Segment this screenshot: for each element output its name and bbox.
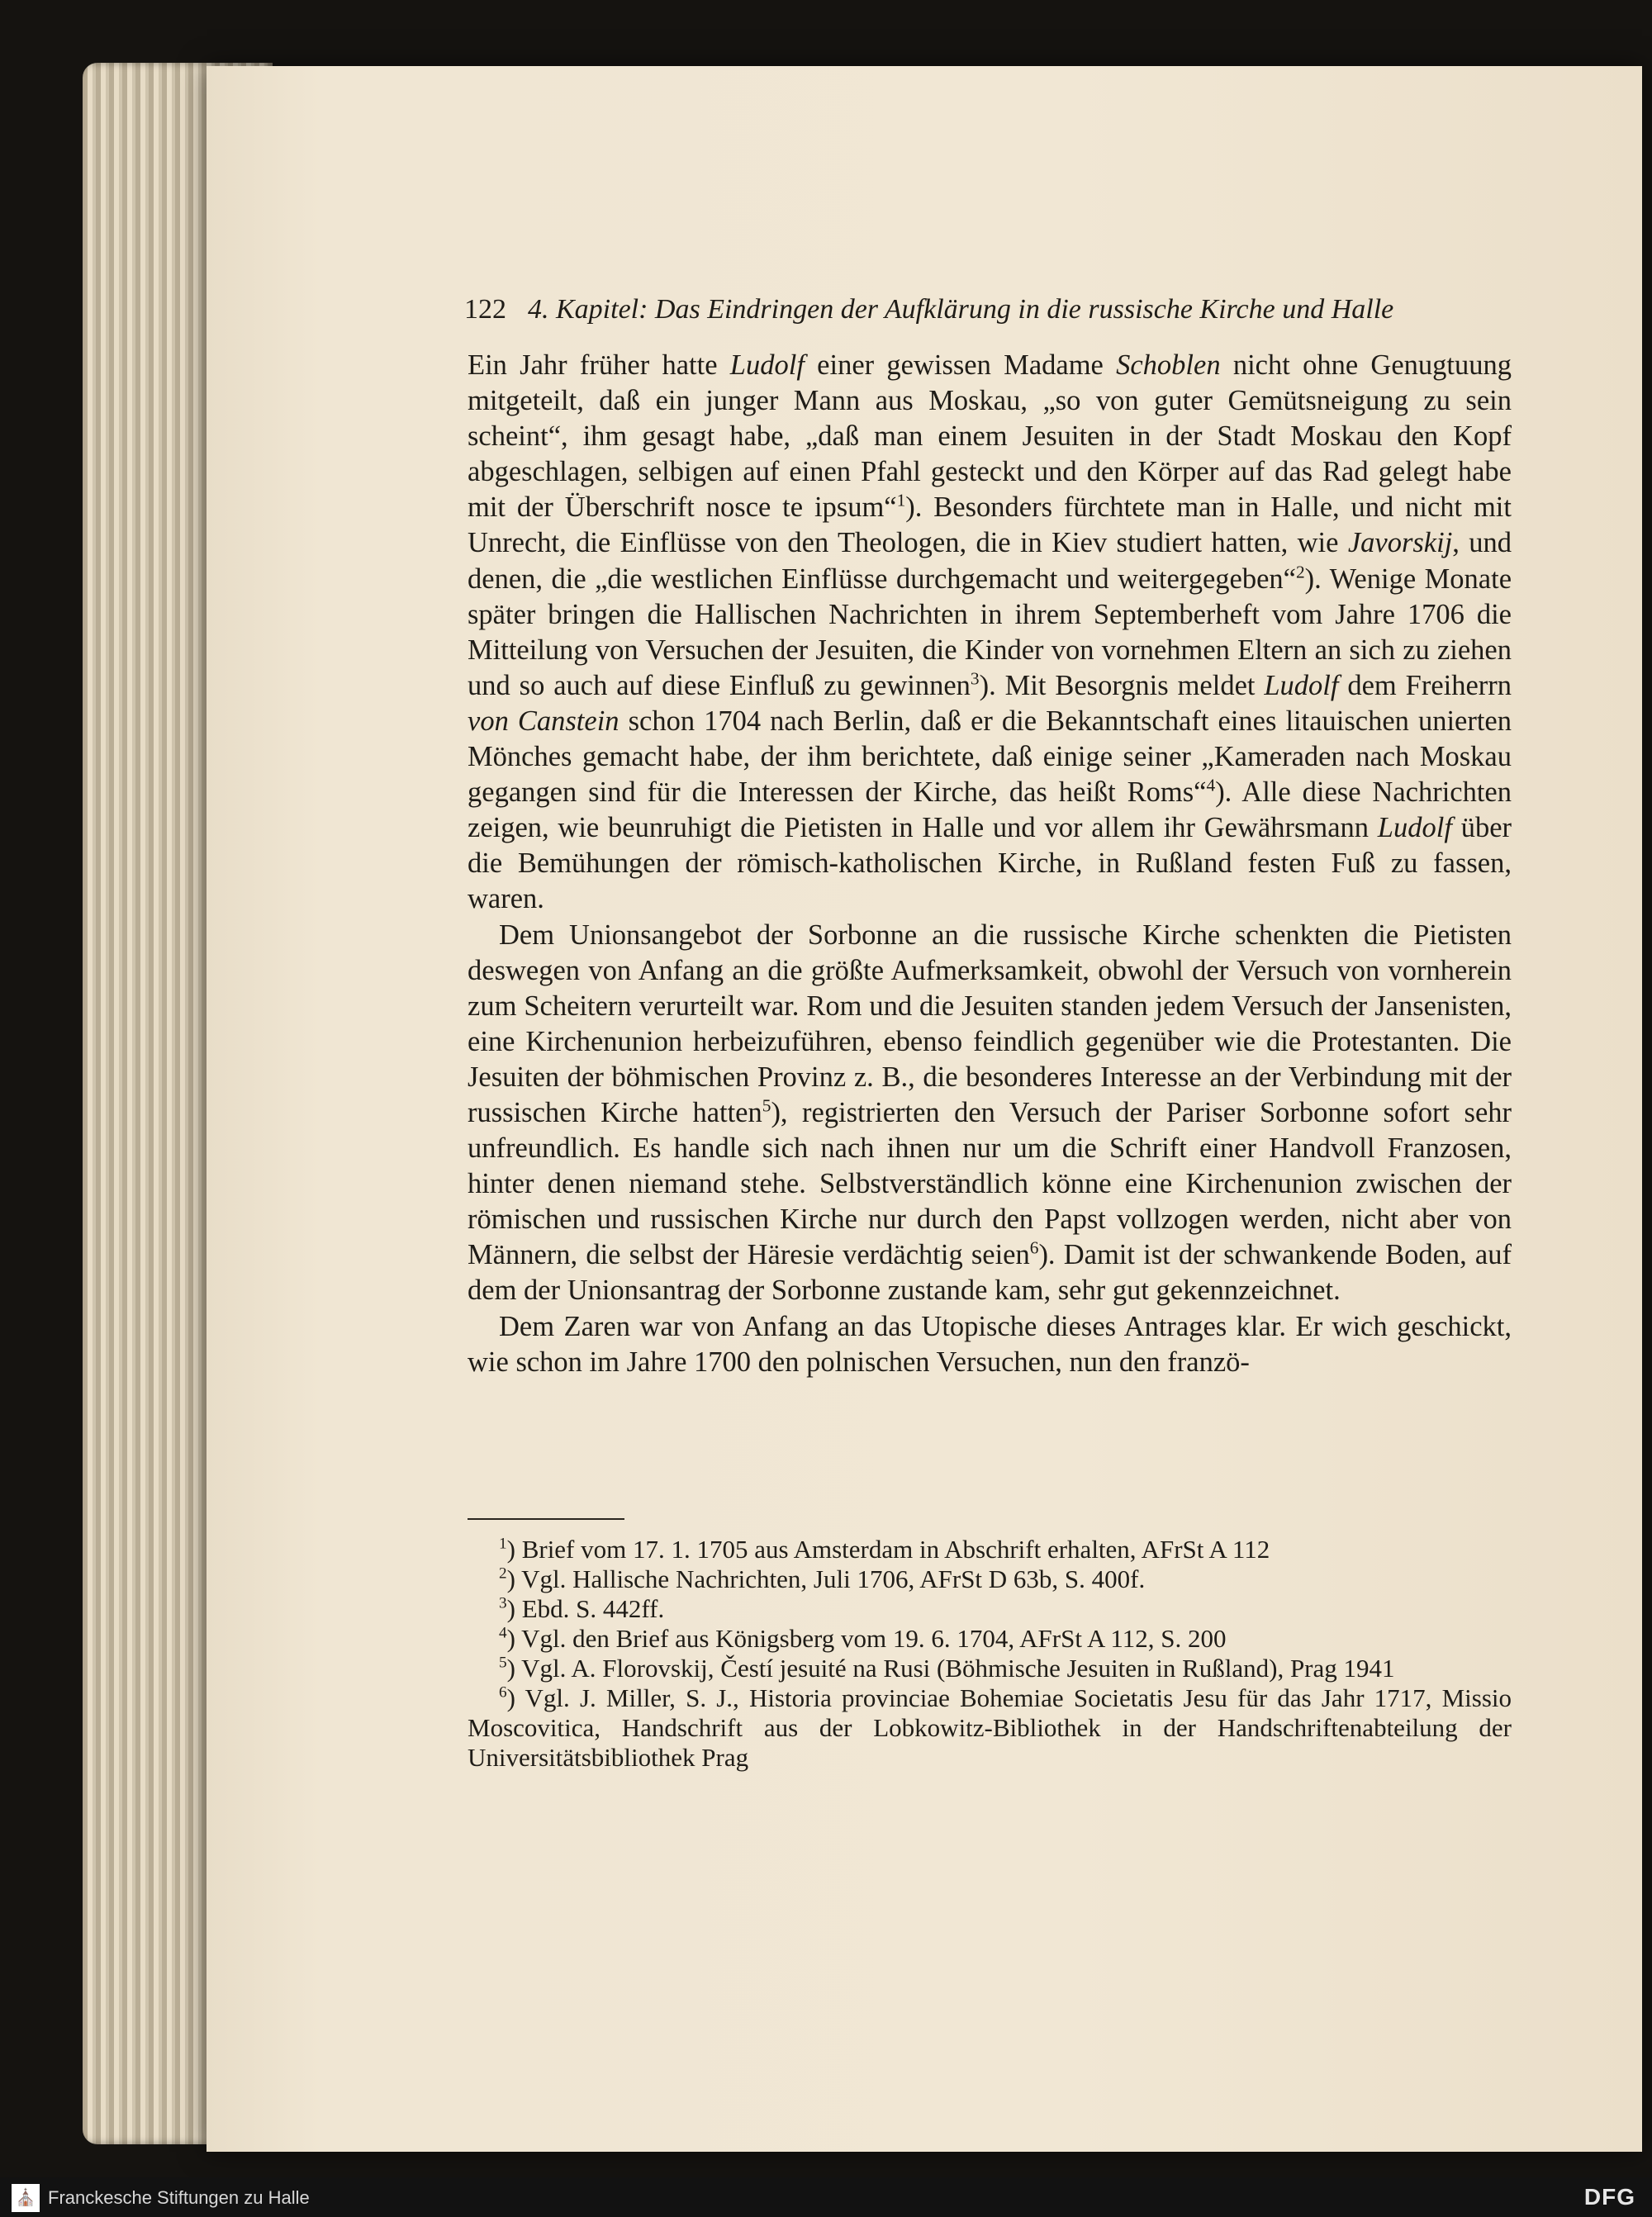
italic-name: Javorskij xyxy=(1347,527,1453,559)
footnote-mark: 1 xyxy=(499,1535,507,1553)
page-number: 122 xyxy=(464,294,506,325)
footnotes xyxy=(468,1535,1512,1773)
footnote-ref: 1 xyxy=(896,490,906,510)
footnote-text: Vgl. den Brief aus Königsberg vom 19. 6. 1704, AFrSt A 112, S. 200 xyxy=(521,1624,1227,1653)
footnote-text: Vgl. Hallische Nachrichten, Juli 1706, AFrSt D 63b, S. 400f. xyxy=(521,1564,1146,1593)
italic-name: Ludolf xyxy=(1377,812,1452,844)
institution-logo-icon: ⛪ xyxy=(12,2184,40,2212)
scan-footer-bar xyxy=(0,2177,1652,2217)
footnote-separator xyxy=(468,1518,624,1520)
dfg-logo: DFG xyxy=(1583,2184,1635,2210)
italic-name: von Canstein xyxy=(468,705,620,737)
paragraph: Dem Unionsangebot der Sorbonne an die russische Kirche schenkten die Pietisten deswegen von Anfang an die größte Aufmerksamkeit, obwohl der Versuch von vornherein zum Scheitern verurteilt war. Rom und die Jesuiten standen jedem Versuch der Jansenisten, eine Kirchenunion herbeizuführen, ebenso feindlich gegenüber wie die Protestanten. Die Jesuiten der böhmischen Provinz z. B., die besonderes Interesse an der Verbindung mit der russischen Kirche hatten$^5$), registrierten den Versuch der Pariser Sorbonne sofort sehr unfreundlich. Es handle sich nach ihnen nur um die Schrift einer Handvoll Franzosen, hinter denen niemand stehe. Selbstverständlich könne eine Kirchenunion zwischen der römischen und russischen Kirche nur durch den Papst vollzogen werden, nicht aber von Männern, die selbst der Häresie verdächtig seien$^6$). Damit ist der schwankende Boden, auf dem der Unionsantrag der Sorbonne zustande kam, sehr gut gekennzeichnet. xyxy=(468,919,1512,1307)
footnote-ref: 3 xyxy=(970,668,980,689)
italic-name: Schoblen xyxy=(1116,349,1221,381)
footnote-mark: 4 xyxy=(499,1624,507,1642)
footnote: $^4$) Vgl. den Brief aus Königsberg vom 19. 6. 1704, AFrSt A 112, S. 200 xyxy=(499,1624,1227,1653)
paragraph: Ein Jahr früher hatte Ludolf einer gewissen Madame Schoblen nicht ohne Genugtuung mitgeteilt, daß ein junger Mann aus Moskau, „so von guter Gemütsneigung zu sein scheint“, ihm gesagt habe, „daß man einem Jesuiten in der Stadt Moskau den Kopf abgeschlagen, selbigen auf einen Pfahl gesteckt und den Körper auf das Rad gelegt habe mit der Überschrift nosce te ipsum“$^1$). Besonders fürchtete man in Halle, und nicht mit Unrecht, die Einflüsse von den Theologen, die in Kiev studiert hatten, wie Javorskij, und denen, die „die westlichen Einflüsse durchgemacht und weitergegeben“$^2$). Wenige Monate später bringen die Hallischen Nachrichten in ihrem Septemberheft vom Jahre 1706 die Mitteilung von Versuchen der Jesuiten, die Kinder von vornehmen Eltern an sich zu ziehen und so auch auf diese Einfluß zu gewinnen$^3$). Mit Besorgnis meldet Ludolf dem Freiherrn von Canstein schon 1704 nach Berlin, daß er die Bekanntschaft eines litauischen unierten Mönches gemacht habe, der ihm berichtete, daß einige seiner „Kameraden nach Moskau gegangen sind für die Interessen der Kirche, das heißt Roms“$^4$). Alle diese Nachrichten zeigen, wie beunruhigt die Pietisten in Halle und vor allem ihr Gewährsmann Ludolf über die Bemühungen der römisch-katholischen Kirche, in Rußland festen Fuß zu fassen, waren. xyxy=(468,349,1512,915)
footnote: $^2$) Vgl. Hallische Nachrichten, Juli 1706, AFrSt D 63b, S. 400f. xyxy=(499,1564,1146,1593)
footnote: $^6$) Vgl. J. Miller, S. J., Historia provinciae Bohemiae Societatis Jesu für das Jahr 1717, Missio Moscovitica, Handschrift aus der Lobkowitz-Bibliothek in der Handschriftenabteilung der Universitätsbibliothek Prag xyxy=(468,1683,1512,1772)
footnote: $^3$) Ebd. S. 442ff. xyxy=(499,1594,665,1623)
footnote-text: Ebd. S. 442ff. xyxy=(521,1594,665,1623)
footnote-text: Vgl. J. Miller, S. J., Historia provinciae Bohemiae Societatis Jesu für das Jahr 1717, Missio Moscovitica, Handschrift aus der Lobkowitz-Bibliothek in der Handschriftenabteilung der Universitätsbibliothek Prag xyxy=(468,1683,1512,1772)
chapter-title: 4. Kapitel: Das Eindringen der Aufklärung in die russische Kirche und Halle xyxy=(528,294,1394,325)
footnote-text: Brief vom 17. 1. 1705 aus Amsterdam in Abschrift erhalten, AFrSt A 112 xyxy=(521,1535,1270,1564)
body-text xyxy=(468,348,1512,1380)
paragraph: Dem Zaren war von Anfang an das Utopische dieses Antrages klar. Er wich geschickt, wie schon im Jahre 1700 den polnischen Versuchen, nun den franzö- xyxy=(468,1310,1512,1378)
italic-name: Ludolf xyxy=(1264,669,1339,701)
footnote-ref: 4 xyxy=(1206,775,1216,795)
italic-name: Ludolf xyxy=(729,349,805,381)
provider-name: Franckesche Stiftungen zu Halle xyxy=(48,2187,310,2208)
footnote-mark: 6 xyxy=(499,1683,507,1702)
running-head xyxy=(464,294,1455,325)
footnote-ref: 6 xyxy=(1029,1237,1039,1258)
footnote-ref: 5 xyxy=(762,1095,771,1116)
footnote-mark: 5 xyxy=(499,1654,507,1672)
footnote-mark: 2 xyxy=(499,1564,507,1583)
footnote: $^1$) Brief vom 17. 1. 1705 aus Amsterdam in Abschrift erhalten, AFrSt A 112 xyxy=(499,1535,1270,1564)
footnote-mark: 3 xyxy=(499,1594,507,1612)
footnote-text: Vgl. A. Florovskij, Čestí jesuité na Rusi (Böhmische Jesuiten in Rußland), Prag 1941 xyxy=(521,1654,1395,1683)
footnote-ref: 2 xyxy=(1295,562,1305,582)
footnote: $^5$) Vgl. A. Florovskij, Čestí jesuité na Rusi (Böhmische Jesuiten in Rußland), Prag 1941 xyxy=(499,1654,1395,1683)
